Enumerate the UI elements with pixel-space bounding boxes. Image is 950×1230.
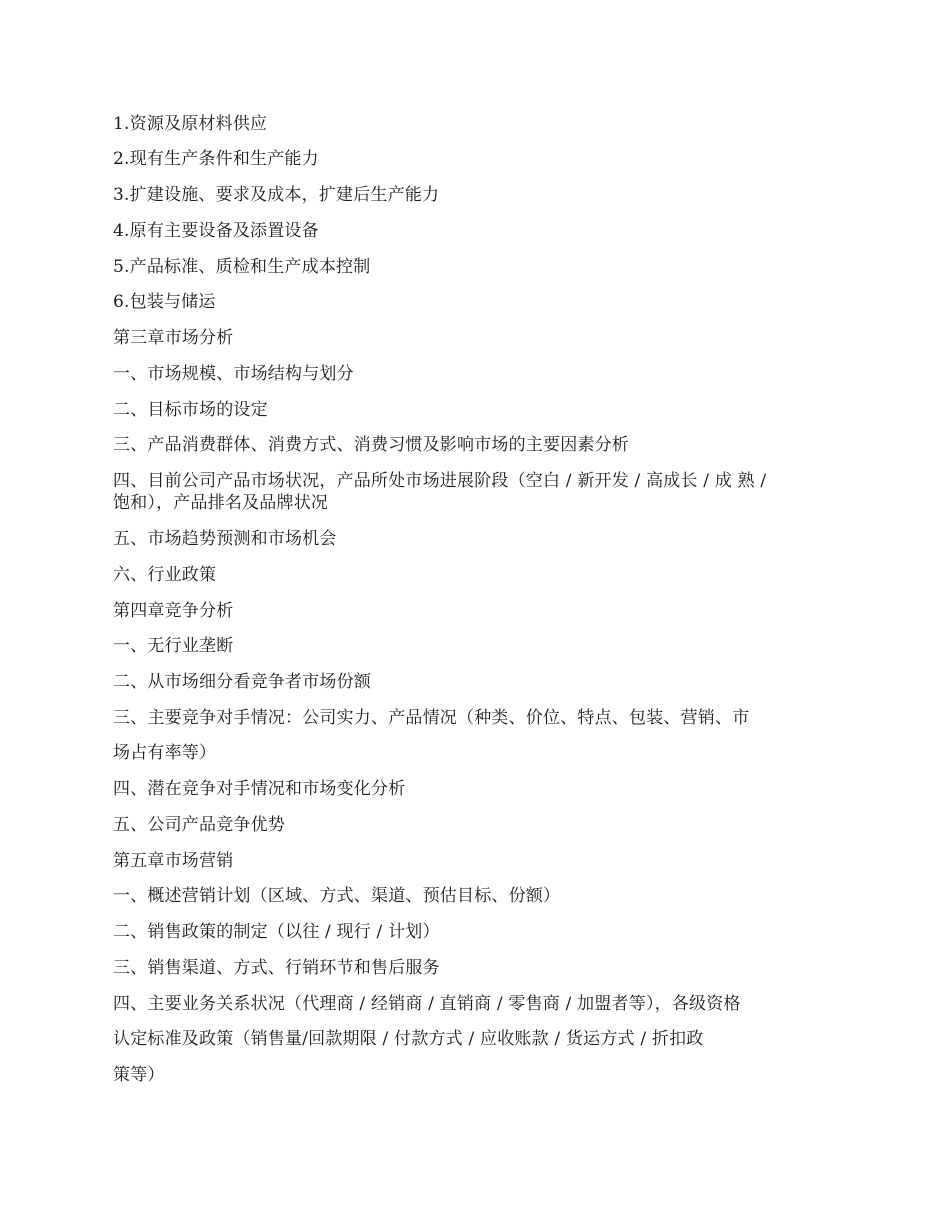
text-line-sales-channels: 三、销售渠道、方式、行销环节和售后服务 <box>113 958 440 978</box>
text-line-potential-competitors: 四、潜在竞争对手情况和市场变化分析 <box>113 779 406 799</box>
text-line-no-monopoly: 一、无行业垄断 <box>113 636 234 656</box>
chapter-heading-market-analysis: 第三章市场分析 <box>113 328 234 348</box>
text-line-equipment: 4.原有主要设备及添置设备 <box>113 221 319 241</box>
chapter-heading-marketing: 第五章市场营销 <box>113 851 234 871</box>
text-line-competitors: 三、主要竞争对手情况：公司实力、产品情况（种类、价位、特点、包装、营销、市 <box>113 708 750 728</box>
text-line-advantages: 五、公司产品竞争优势 <box>113 815 285 835</box>
text-line-sales-policy: 二、销售政策的制定（以往 / 现行 / 计划） <box>113 922 440 942</box>
text-line-market-status-cont: 饱和），产品排名及品牌状况 <box>113 493 329 513</box>
text-line-target-market: 二、目标市场的设定 <box>113 400 268 420</box>
chapter-heading-competition: 第四章竞争分析 <box>113 601 234 621</box>
text-line-business-relations: 四、主要业务关系状况（代理商 / 经销商 / 直销商 / 零售商 / 加盟者等），各级资格 <box>113 994 741 1014</box>
text-line-packaging: 6.包装与储运 <box>113 292 216 312</box>
text-line-market-status: 四、目前公司产品市场状况，产品所处市场进展阶段（空白 / 新开发 / 高成长 / 成 熟 / <box>113 471 767 491</box>
text-line-business-relations-cont: 认定标准及政策（销售量/回款期限 / 付款方式 / 应收账款 / 货运方式 / 折扣政 <box>113 1029 704 1049</box>
text-line-production-capacity: 2.现有生产条件和生产能力 <box>113 149 319 169</box>
text-line-market-share: 二、从市场细分看竞争者市场份额 <box>113 672 371 692</box>
text-line-resources: 1.资源及原材料供应 <box>113 114 268 134</box>
text-line-market-trend: 五、市场趋势预测和市场机会 <box>113 529 337 549</box>
text-line-expansion: 3.扩建设施、要求及成本，扩建后生产能力 <box>113 185 440 205</box>
text-line-quality-cost: 5.产品标准、质检和生产成本控制 <box>113 257 371 277</box>
text-line-competitors-cont: 场占有率等） <box>113 743 217 763</box>
text-line-market-scale: 一、市场规模、市场结构与划分 <box>113 364 354 384</box>
text-line-industry-policy: 六、行业政策 <box>113 565 217 585</box>
text-line-marketing-plan: 一、概述营销计划（区域、方式、渠道、预估目标、份额） <box>113 886 561 906</box>
text-line-consumer-groups: 三、产品消费群体、消费方式、消费习惯及影响市场的主要因素分析 <box>113 435 629 455</box>
text-line-business-relations-end: 策等） <box>113 1065 165 1085</box>
